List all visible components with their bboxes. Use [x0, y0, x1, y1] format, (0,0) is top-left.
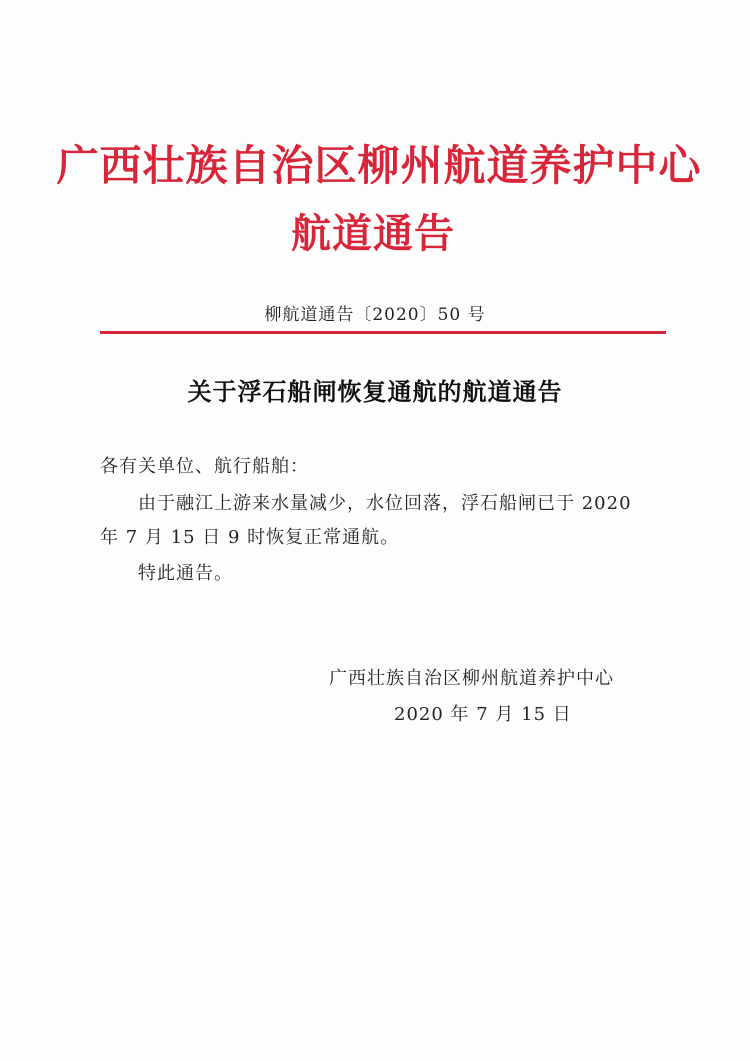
body-paragraph-line-1: 由于融江上游来水量减少，水位回落，浮石船闸已于 2020: [138, 493, 632, 514]
document-number: 柳航道通告〔2020〕50 号: [264, 305, 486, 325]
red-separator-line: [100, 331, 666, 334]
salutation: 各有关单位、航行船舶：: [100, 456, 309, 477]
signature-organization: 广西壮族自治区柳州航道养护中心: [329, 668, 614, 689]
body-paragraph-line-2: 年 7 月 15 日 9 时恢复正常通航。: [100, 527, 400, 548]
document-type-heading: 航道通告: [291, 210, 455, 257]
signature-date: 2020 年 7 月 15 日: [394, 704, 572, 725]
notice-title: 关于浮石船闸恢复通航的航道通告: [187, 377, 563, 406]
issuing-organization-heading: 广西壮族自治区柳州航道养护中心: [56, 141, 702, 190]
closing-remark: 特此通告。: [138, 563, 233, 584]
